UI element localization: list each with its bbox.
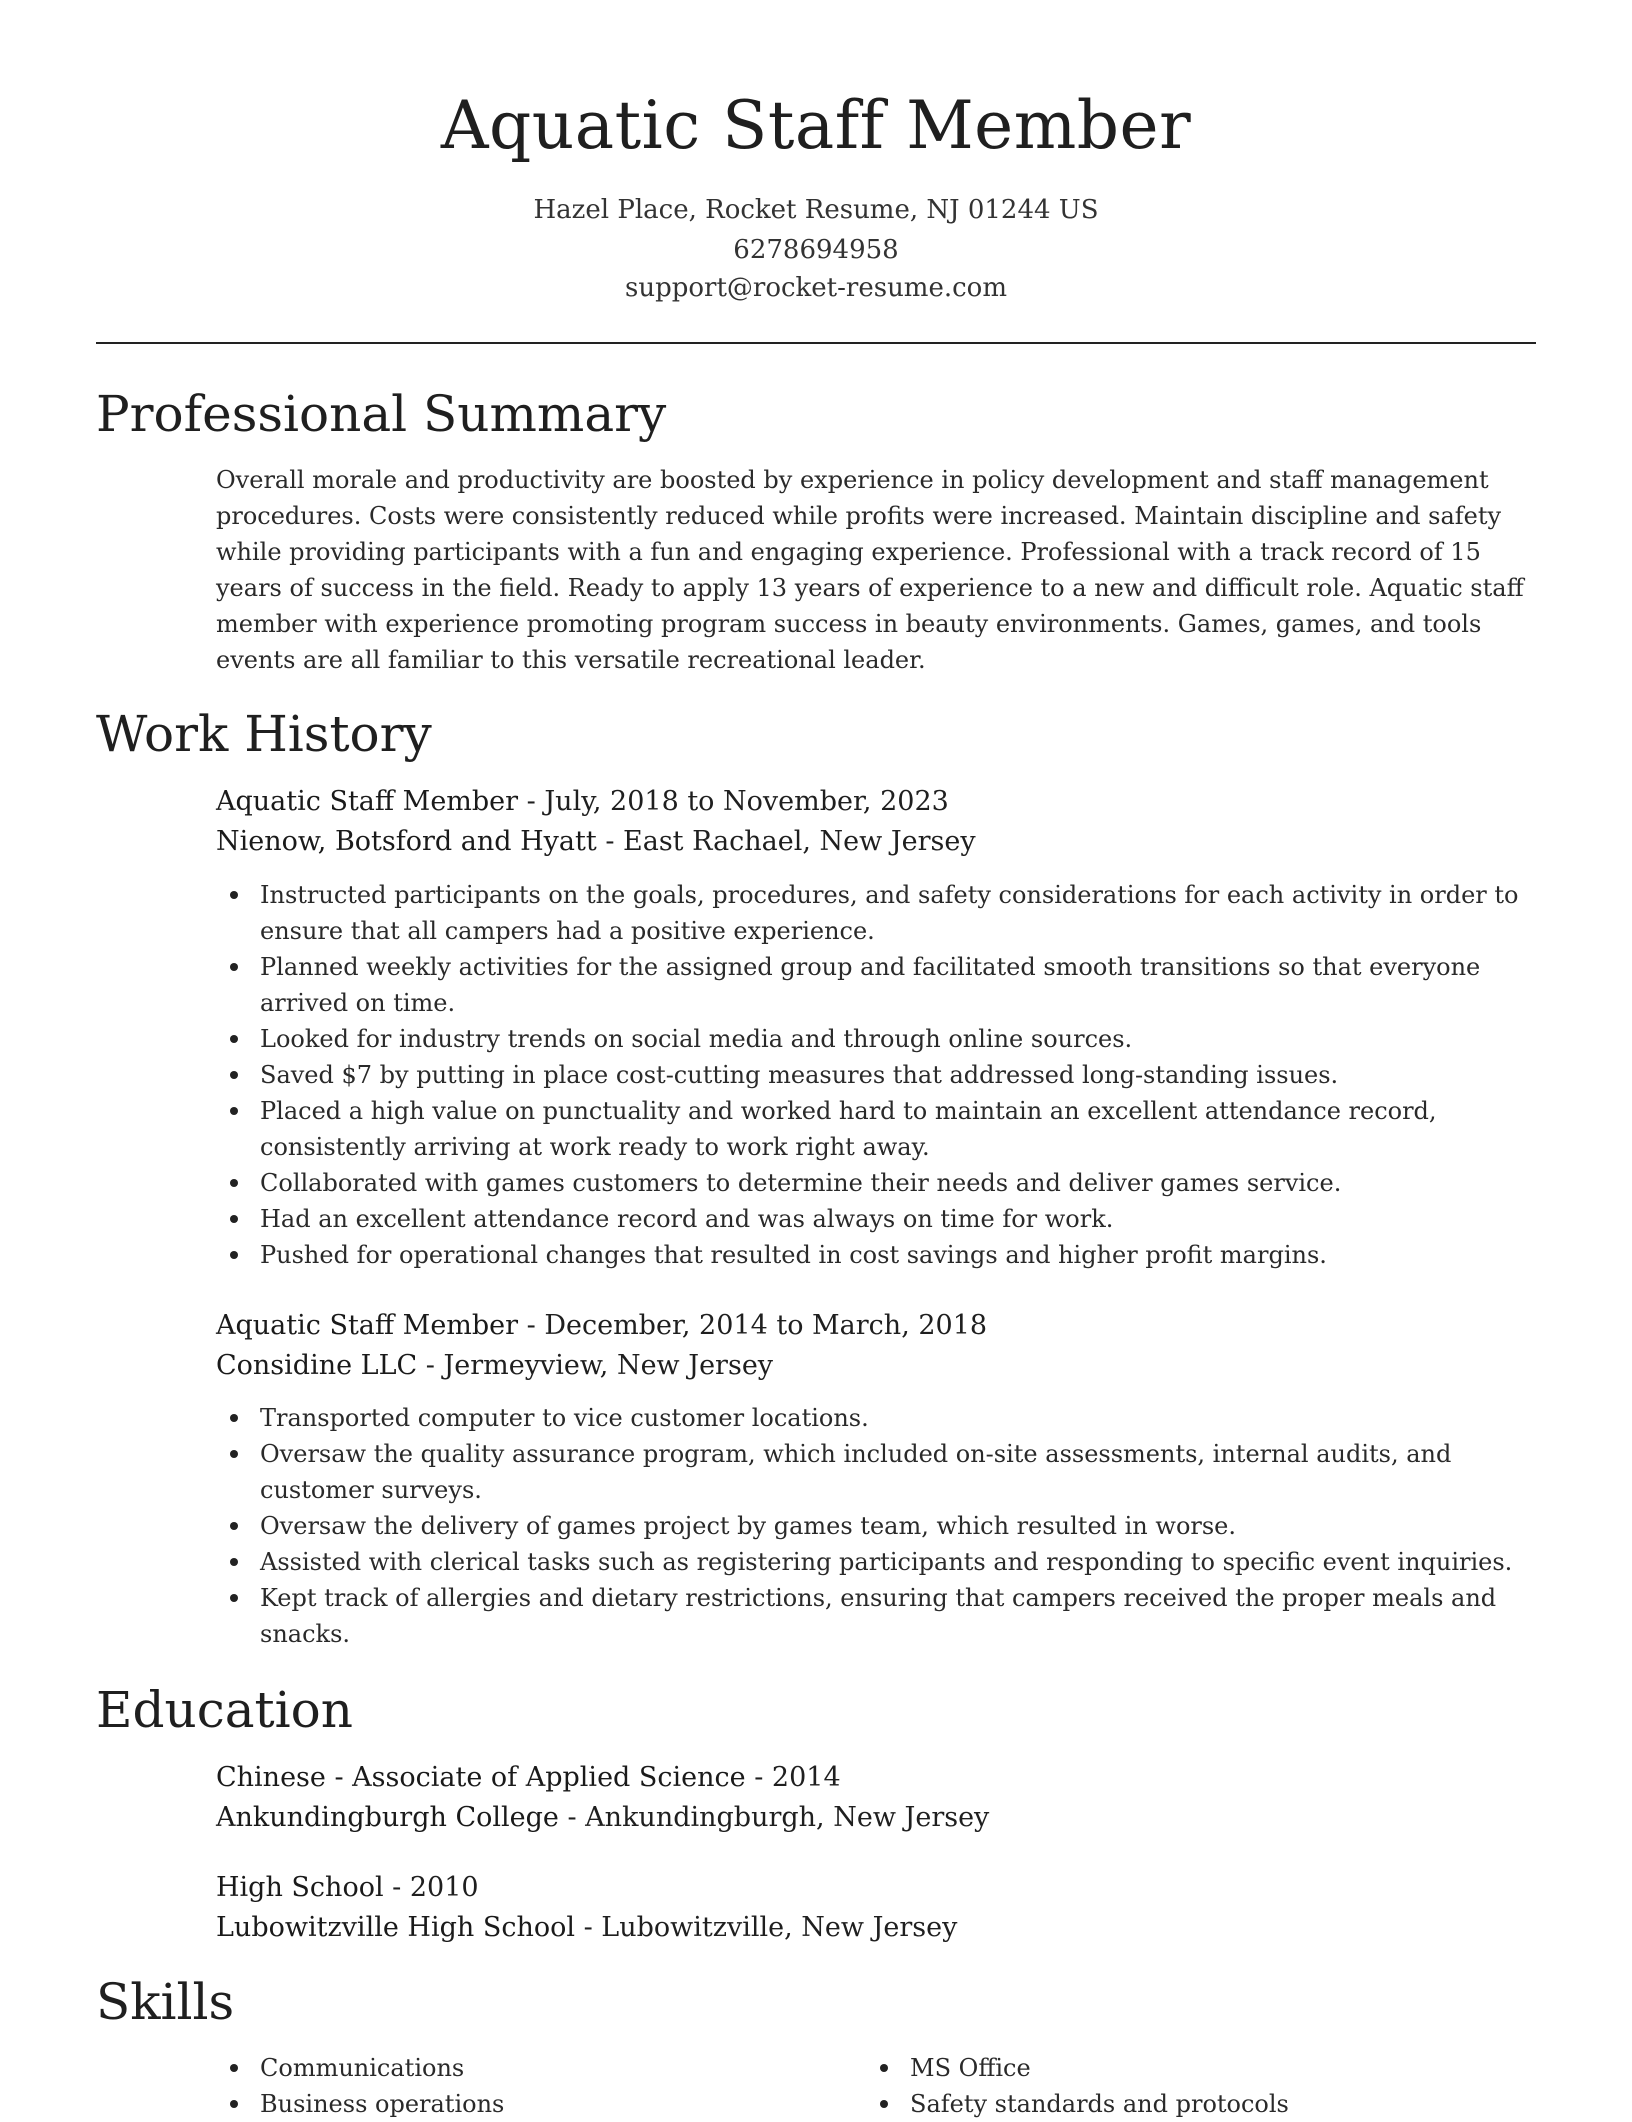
list-item: Transported computer to vice customer locations. — [216, 1400, 1546, 1436]
job-1-title-line — [216, 782, 949, 822]
skill-item: MS Office — [866, 2050, 1289, 2086]
job-1-company: Nienow, Botsford and Hyatt — [216, 826, 597, 857]
job-1-company-line — [216, 822, 976, 862]
list-item: Looked for industry trends on social media and through online sources. — [216, 1021, 1546, 1057]
section-title-summary: Professional Summary — [96, 385, 667, 443]
skill-item: Communications — [216, 2050, 504, 2086]
list-item: Planned weekly activities for the assigned group and facilitated smooth transitions so that everyone arrived on time. — [216, 949, 1546, 1021]
candidate-name: Aquatic Staff Member — [440, 87, 1192, 164]
list-item: Instructed participants on the goals, procedures, and safety considerations for each activity in order to ensure that all campers had a positive experience. — [216, 877, 1546, 949]
list-item: Assisted with clerical tasks such as registering participants and responding to specific event inquiries. — [216, 1544, 1546, 1580]
list-item: Collaborated with games customers to determine their needs and deliver games service. — [216, 1165, 1546, 1201]
contact-address: Hazel Place, Rocket Resume, NJ 01244 US — [533, 195, 1099, 225]
skills-list-left — [216, 2050, 504, 2122]
job-1-location: - East Rachael, New Jersey — [596, 826, 976, 857]
education-2-year: - 2010 — [383, 1872, 479, 1903]
job-2-company-line — [216, 1346, 773, 1386]
job-1-dates: - July, 2018 to November, 2023 — [518, 786, 949, 817]
education-1-degree-line — [216, 1758, 841, 1798]
list-item: Saved $7 by putting in place cost-cutting measures that addressed long-standing issues. — [216, 1057, 1546, 1093]
list-item: Oversaw the delivery of games project by games team, which resulted in worse. — [216, 1508, 1546, 1544]
skill-item: Business operations — [216, 2086, 504, 2122]
job-2-bullets — [216, 1400, 1546, 1652]
skills-list-right — [866, 2050, 1289, 2122]
list-item: Placed a high value on punctuality and worked hard to maintain an excellent attendance record, consistently arriving at work ready to work right away. — [216, 1093, 1546, 1165]
list-item: Pushed for operational changes that resulted in cost savings and higher profit margins. — [216, 1237, 1546, 1273]
list-item: Had an excellent attendance record and was always on time for work. — [216, 1201, 1546, 1237]
education-2-degree: High School — [216, 1872, 384, 1903]
job-2-title-line — [216, 1306, 987, 1346]
education-1-location: - Ankundingburgh, New Jersey — [558, 1802, 990, 1833]
list-item: Oversaw the quality assurance program, which included on-site assessments, internal audits, and customer surveys. — [216, 1436, 1546, 1508]
contact-phone: 6278694958 — [733, 235, 899, 265]
section-title-work-history: Work History — [96, 705, 432, 763]
education-2-school: Lubowitzville High School — [216, 1912, 575, 1943]
job-2-location: - Jermeyview, New Jersey — [417, 1350, 774, 1381]
education-1-school-line — [216, 1798, 989, 1838]
skill-item: Safety standards and protocols — [866, 2086, 1289, 2122]
education-2-school-line — [216, 1908, 957, 1948]
job-1-title: Aquatic Staff Member — [216, 786, 519, 817]
education-1-year: - 2014 — [745, 1762, 841, 1793]
job-2-dates: - December, 2014 to March, 2018 — [518, 1310, 988, 1341]
job-2-title: Aquatic Staff Member — [216, 1310, 519, 1341]
education-2-degree-line — [216, 1868, 479, 1908]
header-divider — [96, 342, 1536, 344]
job-1-bullets — [216, 877, 1546, 1273]
section-title-skills: Skills — [96, 1973, 235, 2031]
education-1-degree: Chinese - Associate of Applied Science — [216, 1762, 746, 1793]
summary-text: Overall morale and productivity are boosted by experience in policy development and staff management procedures. Costs were consistently reduced while profits were increased. Maintain discipline and safety while providing participants with a fun and engaging experience. Professional with a track record of 15 years of success in the field. Ready to apply 13 years of experience to a new and difficult role. Aquatic staff member with experience promoting program success in beauty environments. Games, games, and tools events are all familiar to this versatile recreational leader. — [216, 466, 1524, 674]
education-1-school: Ankundingburgh College — [216, 1802, 559, 1833]
education-2-location: - Lubowitzville, New Jersey — [575, 1912, 958, 1943]
contact-email: support@rocket-resume.com — [624, 273, 1007, 303]
section-title-education: Education — [96, 1681, 353, 1739]
list-item: Kept track of allergies and dietary restrictions, ensuring that campers received the proper meals and snacks. — [216, 1580, 1546, 1652]
job-2-company: Considine LLC — [216, 1350, 418, 1381]
